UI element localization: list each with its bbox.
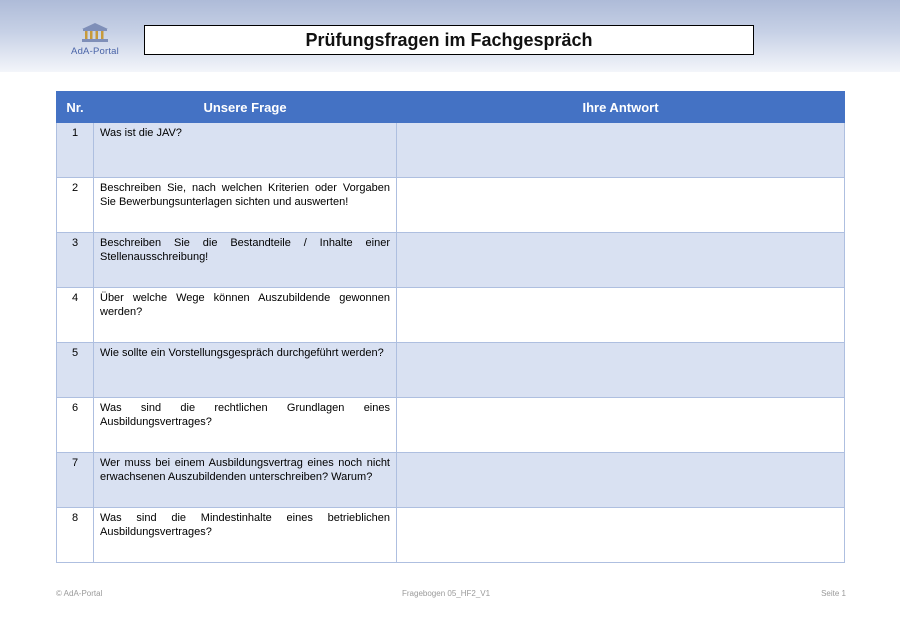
answer-cell[interactable] — [397, 123, 845, 178]
answer-cell[interactable] — [397, 288, 845, 343]
column-header-nr: Nr. — [57, 92, 94, 123]
row-number: 7 — [57, 453, 94, 508]
row-number: 6 — [57, 398, 94, 453]
footer-copyright: © AdA-Portal — [56, 589, 103, 598]
question-table — [56, 91, 845, 563]
row-number: 2 — [57, 178, 94, 233]
table-row — [57, 398, 845, 453]
question-cell: Beschreiben Sie die Bestandteile / Inhalte einer Stellenausschreibung! — [94, 233, 397, 288]
table-row — [57, 288, 845, 343]
answer-cell[interactable] — [397, 343, 845, 398]
title-box — [144, 25, 754, 55]
question-cell: Was sind die Mindestinhalte eines betrieblichen Ausbildungsvertrages? — [94, 508, 397, 563]
table-row — [57, 453, 845, 508]
table-row — [57, 123, 845, 178]
row-number: 8 — [57, 508, 94, 563]
column-header-answer: Ihre Antwort — [397, 92, 845, 123]
question-cell: Was sind die rechtlichen Grundlagen eines Ausbildungsvertrages? — [94, 398, 397, 453]
row-number: 3 — [57, 233, 94, 288]
answer-cell[interactable] — [397, 508, 845, 563]
answer-cell[interactable] — [397, 398, 845, 453]
answer-cell[interactable] — [397, 453, 845, 508]
row-number: 5 — [57, 343, 94, 398]
table-row — [57, 178, 845, 233]
table-row — [57, 233, 845, 288]
row-number: 4 — [57, 288, 94, 343]
answer-cell[interactable] — [397, 233, 845, 288]
answer-cell[interactable] — [397, 178, 845, 233]
building-icon — [81, 22, 109, 44]
logo-text: AdA-Portal — [71, 46, 119, 57]
footer-page-number: Seite 1 — [821, 589, 846, 598]
table-header-row — [57, 92, 845, 123]
question-cell: Beschreiben Sie, nach welchen Kriterien oder Vorgaben Sie Bewerbungsunterlagen sichten und auswerten! — [94, 178, 397, 233]
footer — [56, 589, 846, 601]
question-cell: Wer muss bei einem Ausbildungsvertrag eines noch nicht erwachsenen Auszubildenden unterschreiben? Warum? — [94, 453, 397, 508]
question-cell: Was ist die JAV? — [94, 123, 397, 178]
question-cell: Wie sollte ein Vorstellungsgespräch durchgeführt werden? — [94, 343, 397, 398]
page-title: Prüfungsfragen im Fachgespräch — [305, 29, 593, 50]
column-header-question: Unsere Frage — [94, 92, 397, 123]
question-cell: Über welche Wege können Auszubildende gewonnen werden? — [94, 288, 397, 343]
footer-document-id: Fragebogen 05_HF2_V1 — [402, 589, 491, 598]
logo — [68, 22, 122, 60]
row-number: 1 — [57, 123, 94, 178]
table-row — [57, 343, 845, 398]
table-row — [57, 508, 845, 563]
